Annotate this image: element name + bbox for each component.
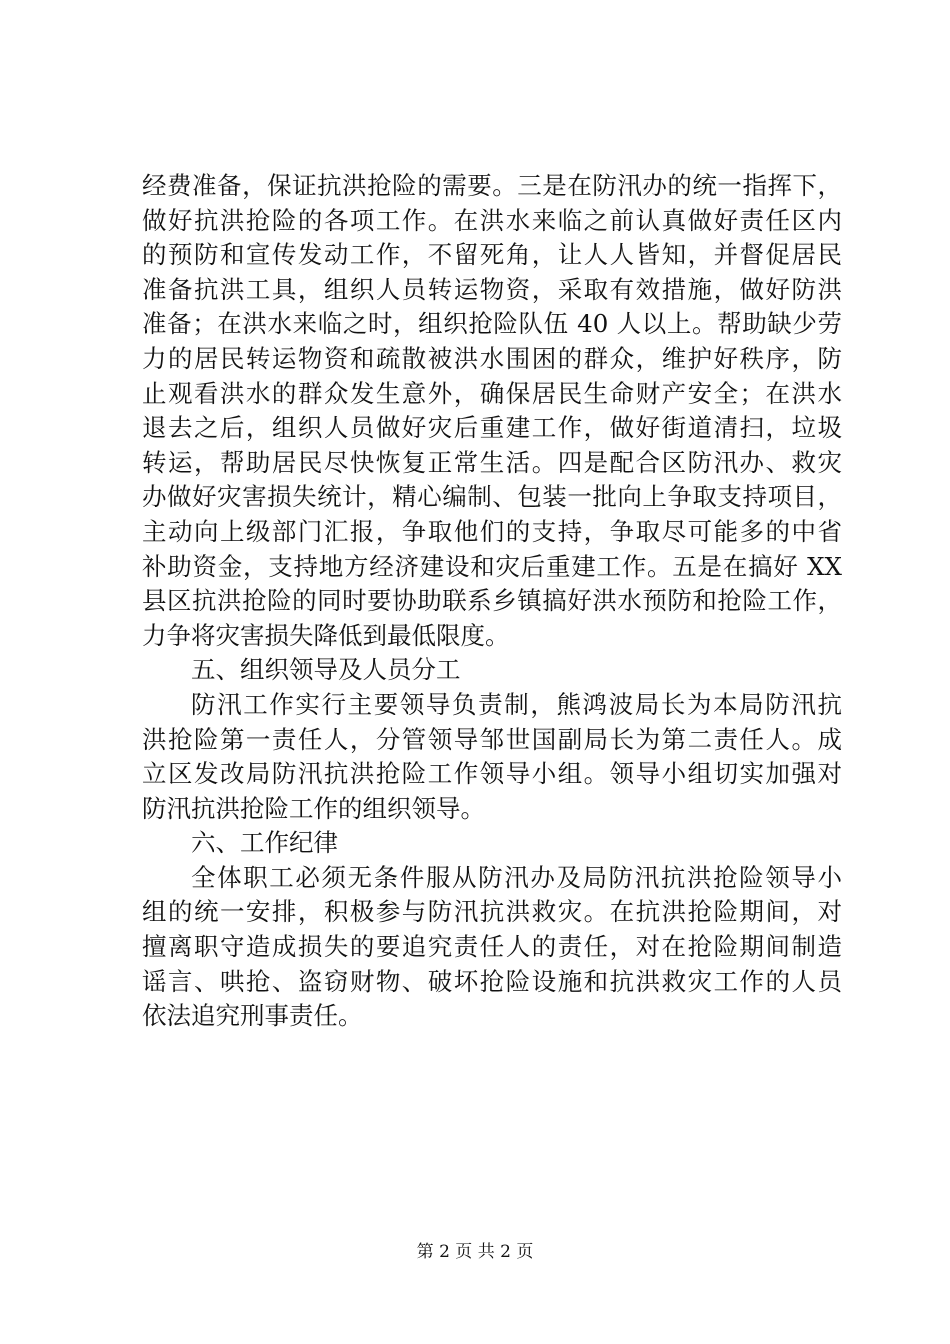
body-line: 组的统一安排，积极参与防汛抗洪救灾。在抗洪抢险期间，对: [142, 897, 842, 927]
body-line: 立区发改局防汛抗洪抢险工作领导小组。领导小组切实加强对: [142, 759, 842, 789]
body-line: 力争将灾害损失降低到最低限度。: [142, 620, 510, 650]
document-body: [142, 169, 842, 1034]
body-line: 退去之后，组织人员做好灾后重建工作，做好街道清扫，垃圾: [142, 413, 842, 443]
body-line: 主动向上级部门汇报，争取他们的支持，争取尽可能多的中省: [142, 516, 842, 546]
body-line: 擅离职守造成损失的要追究责任人的责任，对在抢险期间制造: [142, 932, 842, 962]
body-line: 谣言、哄抢、盗窃财物、破坏抢险设施和抗洪救灾工作的人员: [142, 966, 842, 996]
body-line: 做好抗洪抢险的各项工作。在洪水来临之前认真做好责任区内: [142, 205, 842, 235]
body-line: 全体职工必须无条件服从防汛办及局防汛抗洪抢险领导小: [191, 862, 842, 892]
body-line: 转运，帮助居民尽快恢复正常生活。四是配合区防汛办、救灾: [142, 447, 842, 477]
body-line: 办做好灾害损失统计，精心编制、包装一批向上争取支持项目，: [142, 482, 842, 512]
body-line: 的预防和宣传发动工作，不留死角，让人人皆知，并督促居民: [142, 240, 842, 270]
body-line: 防汛抗洪抢险工作的组织领导。: [142, 793, 485, 823]
body-line: 防汛工作实行主要领导负责制，熊鸿波局长为本局防汛抗: [191, 689, 842, 719]
body-line: 止观看洪水的群众发生意外，确保居民生命财产安全；在洪水: [142, 378, 842, 408]
body-line: 洪抢险第一责任人，分管领导邹世国副局长为第二责任人。成: [142, 724, 842, 754]
section-heading: 六、工作纪律: [191, 828, 338, 858]
page-footer: 第 2 页 共 2 页: [416, 1242, 534, 1262]
body-line: 补助资金，支持地方经济建设和灾后重建工作。五是在搞好 XX: [142, 551, 842, 581]
body-line: 准备；在洪水来临之时，组织抢险队伍 40 人以上。帮助缺少劳: [142, 309, 842, 339]
body-line: 力的居民转运物资和疏散被洪水围困的群众，维护好秩序，防: [142, 343, 842, 373]
section-heading: 五、组织领导及人员分工: [191, 655, 461, 685]
body-line: 准备抗洪工具，组织人员转运物资，采取有效措施，做好防洪: [142, 274, 842, 304]
body-line: 依法追究刑事责任。: [142, 1001, 363, 1031]
body-line: 县区抗洪抢险的同时要协助联系乡镇搞好洪水预防和抢险工作，: [142, 586, 842, 616]
body-line: 经费准备，保证抗洪抢险的需要。三是在防汛办的统一指挥下，: [142, 171, 842, 200]
